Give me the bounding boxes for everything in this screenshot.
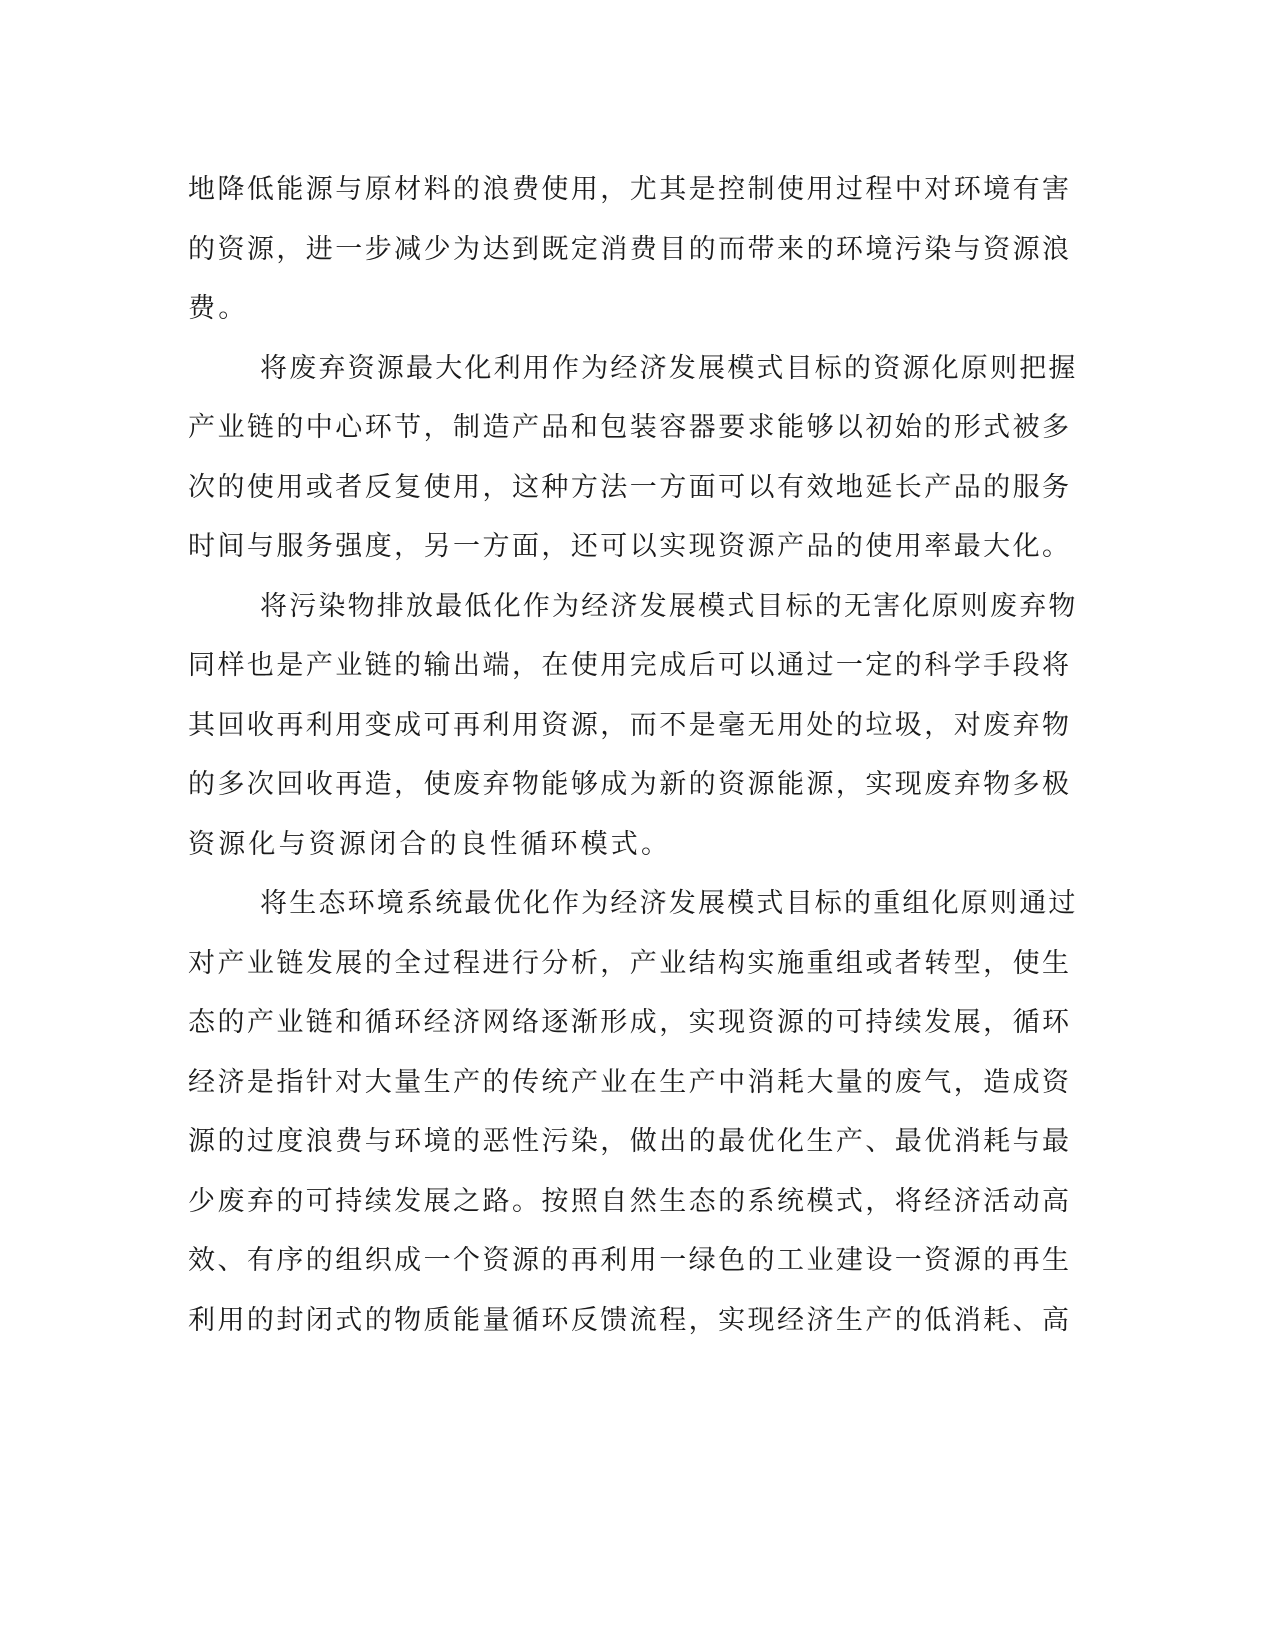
paragraph-first-line: 将污染物排放最低化作为经济发展模式目标的无害化原则废弃物	[260, 590, 1078, 622]
text-line: 次的使用或者反复使用，这种方法一方面可以有效地延长产品的服务	[188, 471, 1072, 503]
text-line: 的资源，进一步减少为达到既定消费目的而带来的环境污染与资源浪	[188, 233, 1072, 265]
text-line: 其回收再利用变成可再利用资源，而不是毫无用处的垃圾，对废弃物	[188, 709, 1072, 741]
body-text	[188, 160, 1078, 1350]
text-line: 时间与服务强度，另一方面，还可以实现资源产品的使用率最大化。	[188, 531, 1072, 562]
text-line: 同样也是产业链的输出端，在使用完成后可以通过一定的科学手段将	[188, 650, 1072, 681]
text-line: 少废弃的可持续发展之路。按照自然生态的系统模式，将经济活动高	[188, 1185, 1072, 1217]
text-line: 对产业链发展的全过程进行分析，产业结构实施重组或者转型，使生	[188, 947, 1072, 979]
text-line: 态的产业链和循环经济网络逐渐形成，实现资源的可持续发展，循环	[188, 1007, 1072, 1038]
text-line: 资源化与资源闭合的良性循环模式。	[188, 828, 672, 860]
paragraph-first-line: 将废弃资源最大化利用作为经济发展模式目标的资源化原则把握	[260, 352, 1078, 384]
text-line: 效、有序的组织成一个资源的再利用一绿色的工业建设一资源的再生	[188, 1245, 1072, 1276]
text-line: 经济是指针对大量生产的传统产业在生产中消耗大量的废气，造成资	[188, 1066, 1072, 1098]
text-line: 费。	[188, 293, 249, 324]
text-line: 的多次回收再造，使废弃物能够成为新的资源能源，实现废弃物多极	[188, 769, 1072, 800]
text-line: 产业链的中心环节，制造产品和包装容器要求能够以初始的形式被多	[188, 412, 1072, 443]
text-line: 利用的封闭式的物质能量循环反馈流程，实现经济生产的低消耗、高	[188, 1304, 1072, 1336]
text-line: 地降低能源与原材料的浪费使用，尤其是控制使用过程中对环境有害	[188, 174, 1072, 205]
paragraph-first-line: 将生态环境系统最优化作为经济发展模式目标的重组化原则通过	[260, 888, 1078, 919]
text-line: 源的过度浪费与环境的恶性污染，做出的最优化生产、最优消耗与最	[188, 1126, 1072, 1157]
